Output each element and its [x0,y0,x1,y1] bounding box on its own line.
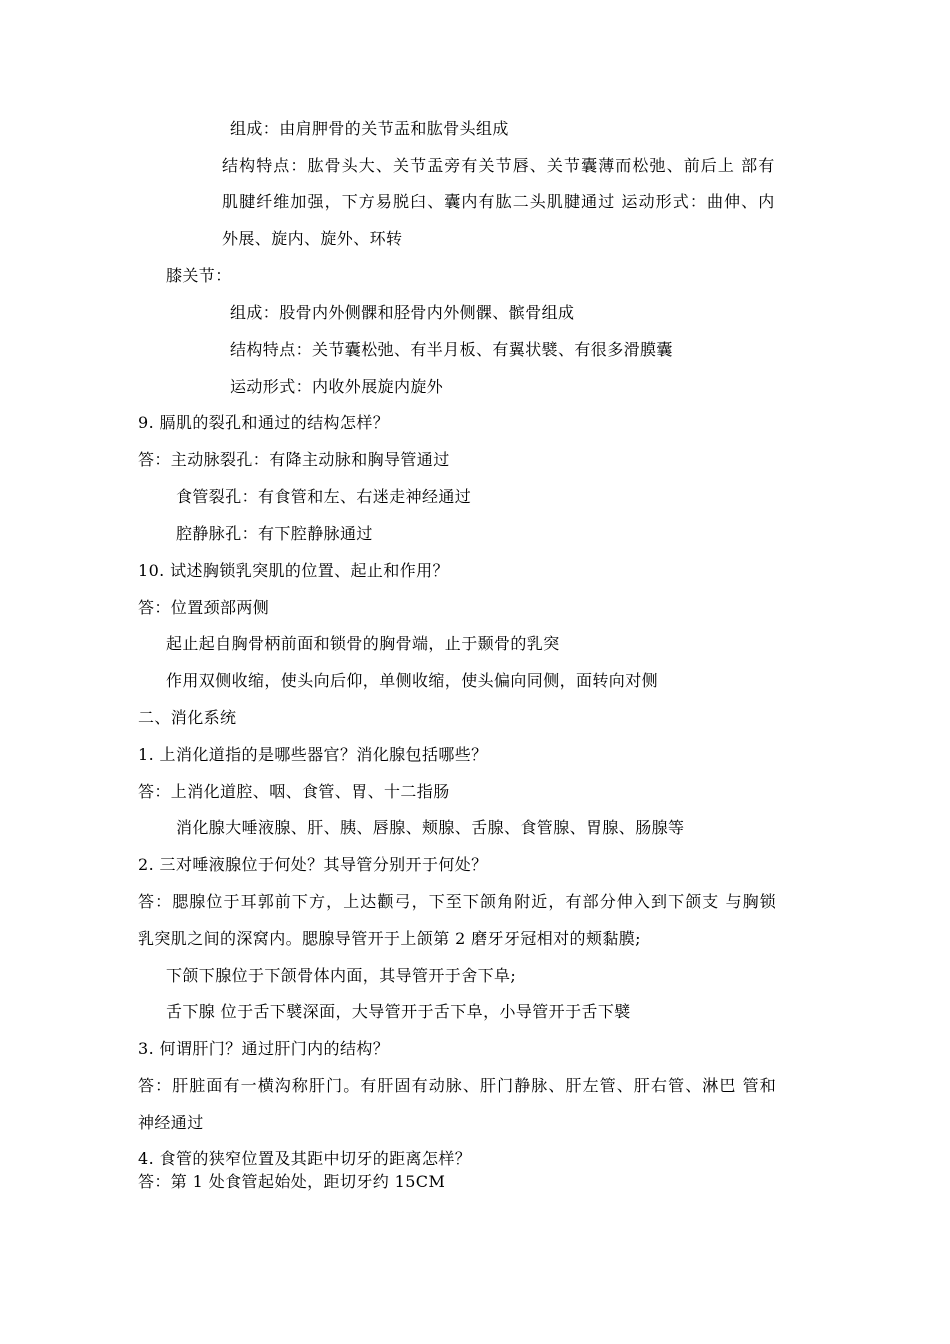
question-d1: 1. 上消化道指的是哪些器官？消化腺包括哪些？ [138,745,488,764]
shoulder-structure-2: 肌腱纤维加强，下方易脱臼、囊内有肱二头肌腱通过 运动形式：曲伸、内 [222,192,776,211]
answer-10-line-3: 作用双侧收缩，使头向后仰，单侧收缩，使头偏向同侧，面转向对侧 [166,671,659,690]
answer-d2-line-2: 乳突肌之间的深窝内。腮腺导管开于上颌第 2 磨牙牙冠相对的颊黏膜; [138,929,641,948]
section-digestive-system: 二、消化系统 [138,708,237,727]
shoulder-composition: 组成：由肩胛骨的关节盂和肱骨头组成 [230,119,509,138]
shoulder-structure-1: 结构特点：肱骨头大、关节盂旁有关节唇、关节囊薄而松弛、前后上 部有 [222,156,776,175]
knee-joint-heading: 膝关节： [166,266,232,285]
knee-movement: 运动形式：内收外展旋内旋外 [230,377,444,396]
answer-d2-line-3: 下颌下腺位于下颌骨体内面，其导管开于舍下阜; [166,966,517,985]
question-d2: 2. 三对唾液腺位于何处？其导管分别开于何处？ [138,855,488,874]
answer-9-line-3: 腔静脉孔：有下腔静脉通过 [176,524,373,543]
answer-d3-line-1: 答：肝脏面有一横沟称肝门。有肝固有动脉、肝门静脉、肝左管、肝右管、淋巴 管和 [138,1076,777,1095]
answer-d2-line-1: 答：腮腺位于耳郭前下方，上达颧弓，下至下颌角附近，有部分伸入到下颌支 与胸锁 [138,892,777,911]
answer-9-line-1: 答：主动脉裂孔：有降主动脉和胸导管通过 [138,450,450,469]
answer-d4-line-1: 答：第 1 处食管起始处，距切牙约 15CM [138,1172,446,1191]
answer-d3-line-2: 神经通过 [138,1113,204,1132]
answer-d2-line-4: 舌下腺 位于舌下襞深面，大导管开于舌下阜，小导管开于舌下襞 [166,1002,631,1021]
answer-d1-line-1: 答：上消化道腔、咽、食管、胃、十二指肠 [138,782,450,801]
answer-10-line-1: 答：位置颈部两侧 [138,598,270,617]
answer-10-line-2: 起止起自胸骨柄前面和锁骨的胸骨端，止于颞骨的乳突 [166,634,560,653]
answer-d1-line-2: 消化腺大唾液腺、肝、胰、唇腺、颊腺、舌腺、食管腺、胃腺、肠腺等 [176,818,685,837]
answer-9-line-2: 食管裂孔：有食管和左、右迷走神经通过 [176,487,472,506]
question-d4: 4. 食管的狭窄位置及其距中切牙的距离怎样？ [138,1149,472,1168]
question-d3: 3. 何谓肝门？通过肝门内的结构？ [138,1039,390,1058]
shoulder-structure-3: 外展、旋内、旋外、环转 [222,229,403,248]
question-9: 9. 膈肌的裂孔和通过的结构怎样？ [138,413,390,432]
knee-structure: 结构特点：关节囊松弛、有半月板、有翼状襞、有很多滑膜囊 [230,340,673,359]
question-10: 10. 试述胸锁乳突肌的位置、起止和作用？ [138,561,449,580]
knee-composition: 组成：股骨内外侧髁和胫骨内外侧髁、髌骨组成 [230,303,575,322]
